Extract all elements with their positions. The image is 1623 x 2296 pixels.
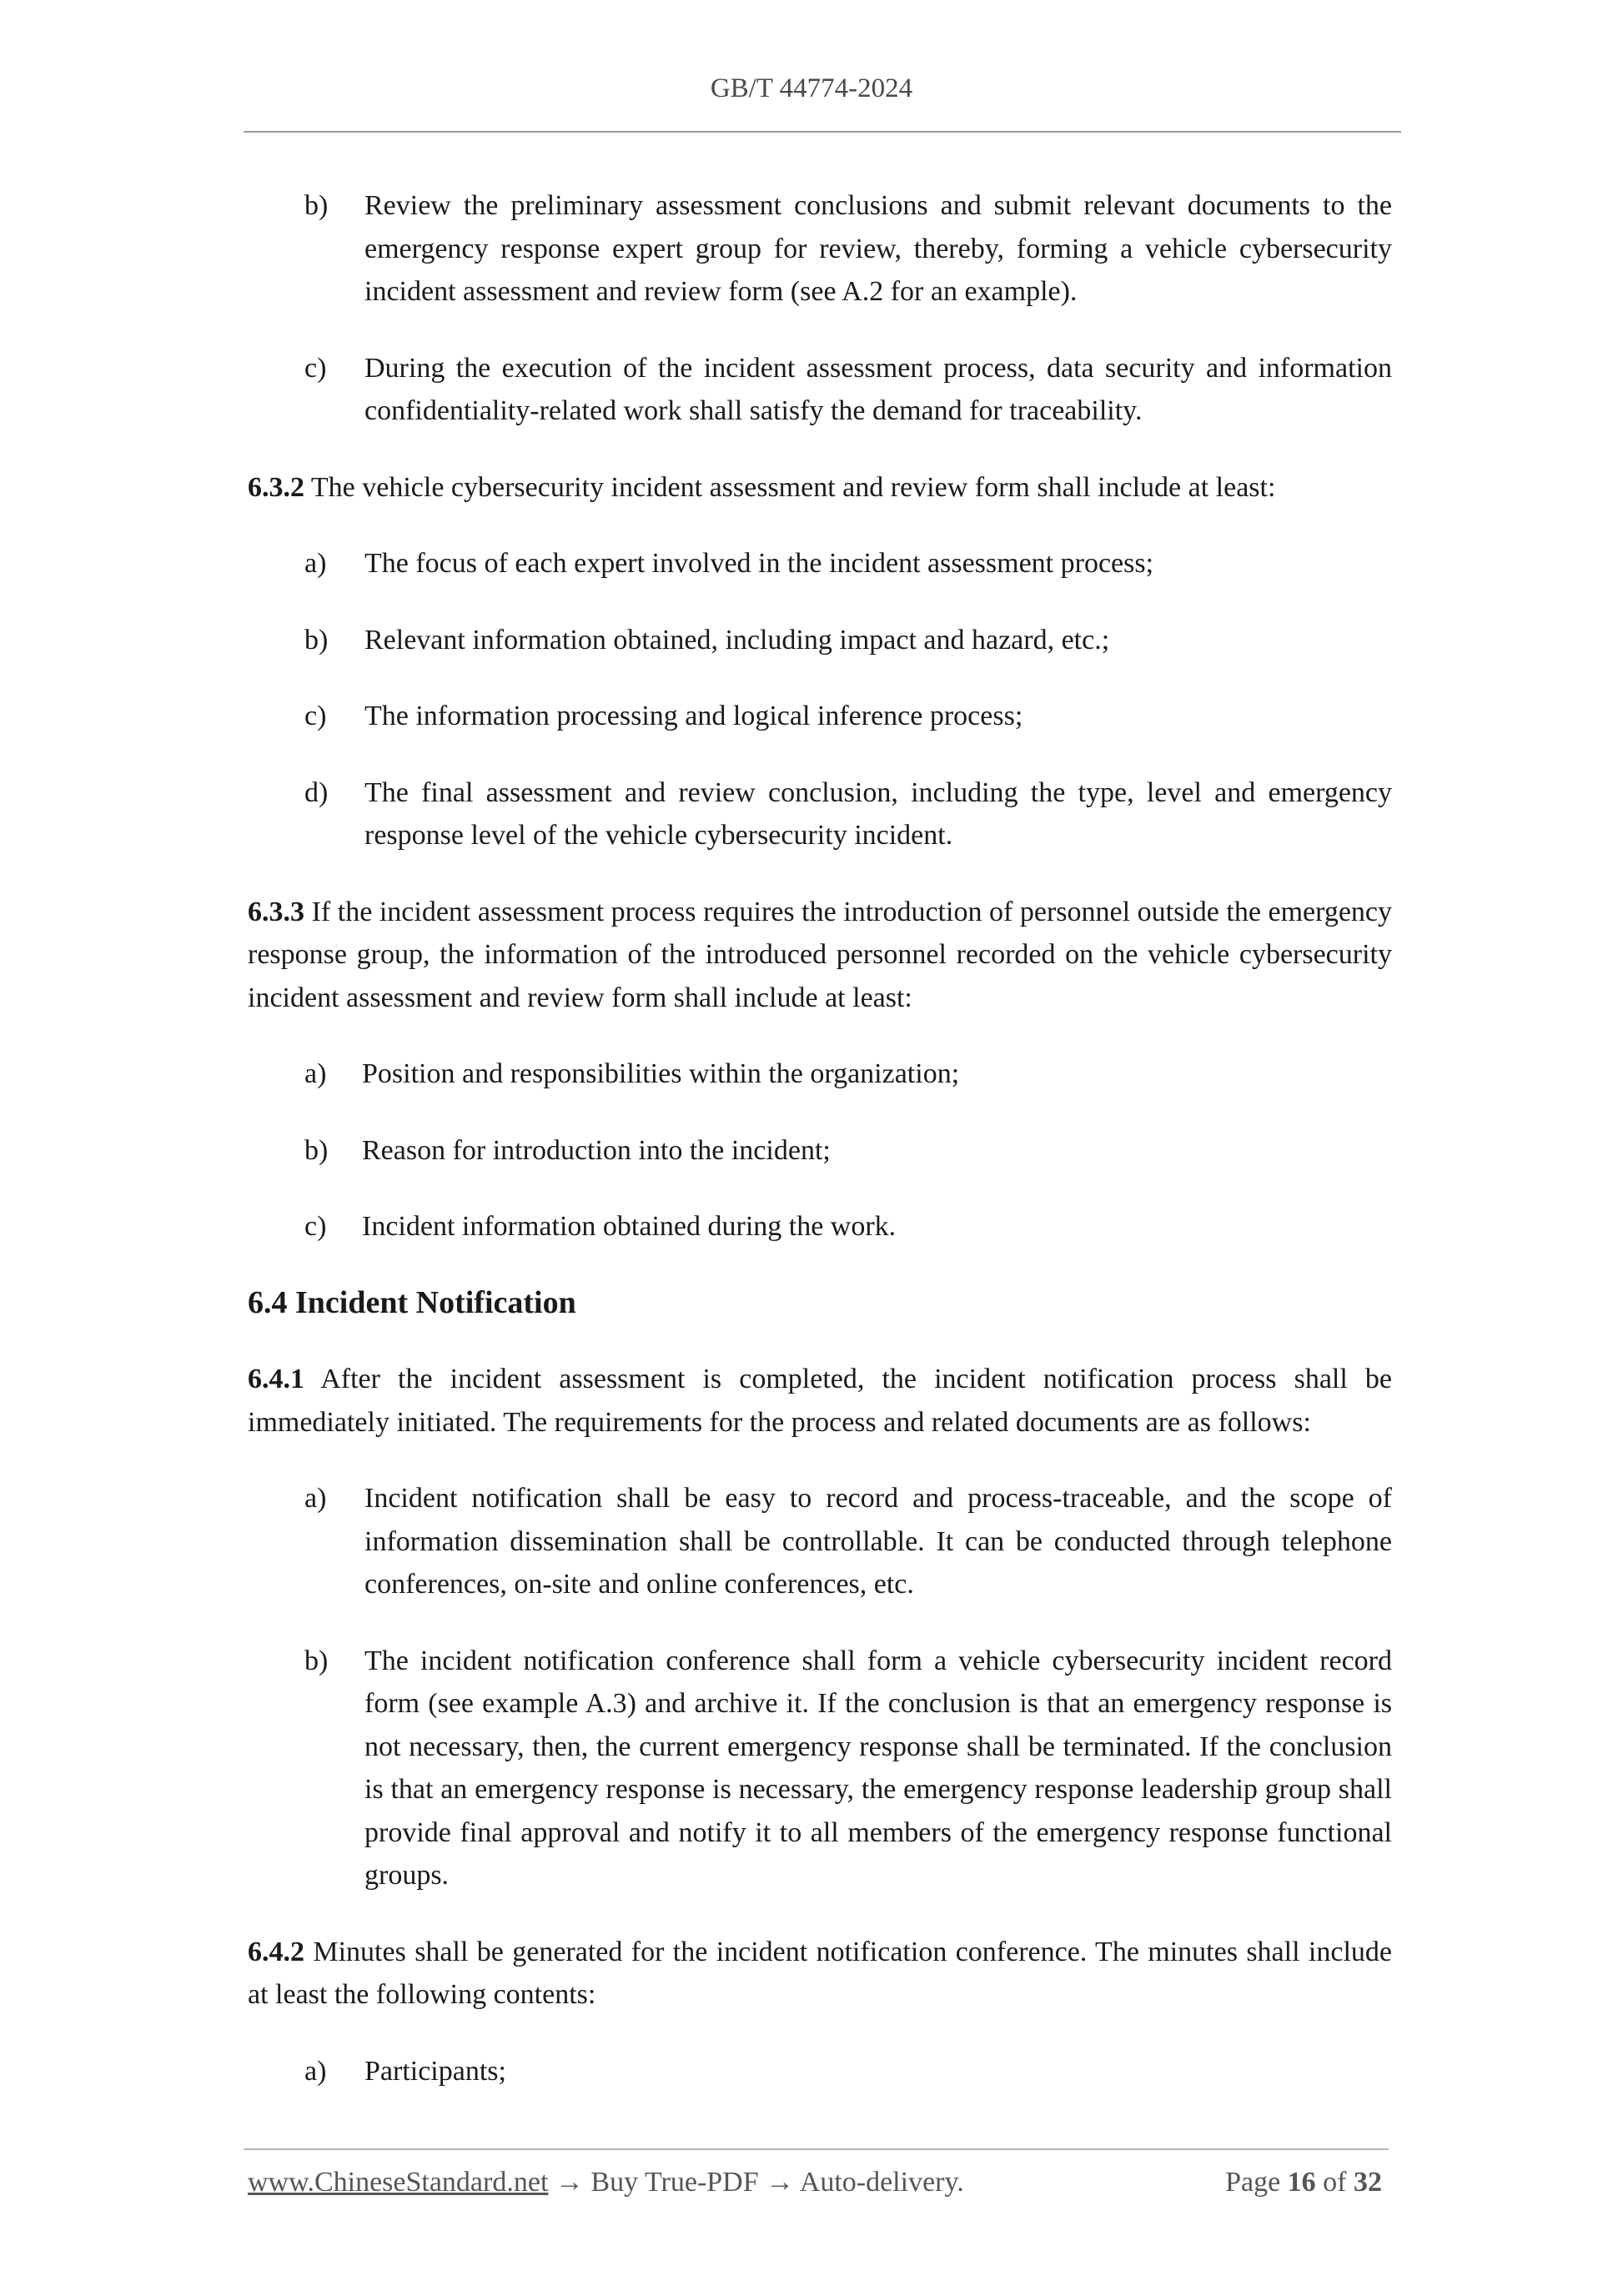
list-item (248, 1205, 1392, 1248)
list-item (248, 1477, 1392, 1606)
page-label: Page (1225, 2167, 1281, 2198)
page-current: 16 (1287, 2167, 1316, 2198)
list-item-text: Incident notification shall be easy to record and process-traceable, and the scope of information dissemination shall be controllable. It can be conducted through telephone conferences, on-site and online conferences, etc. (364, 1483, 1392, 1600)
list-6-3-1-continued (248, 184, 1392, 433)
list-marker: c) (304, 1211, 327, 1242)
document-header: GB/T 44774-2024 (710, 73, 913, 103)
list-item-text: Position and responsibilities within the organization; (362, 1058, 960, 1089)
document-body (248, 184, 1392, 2126)
list-6-3-3 (248, 1053, 1392, 1248)
list-item-text: Review the preliminary assessment conclusions and submit relevant documents to the emergency response expert group for review, thereby, forming a vehicle cybersecurity incident assessment and review form (see A.2 for an example). (364, 190, 1392, 307)
arrow-icon: → (555, 2167, 584, 2198)
clause-text: Minutes shall be generated for the incident notification conference. The minutes shall include at least the following contents: (248, 1936, 1392, 2010)
clause-text: After the incident assessment is completed, the incident notification process shall be immediately initiated. The requirements for the process and related documents are as follows: (248, 1364, 1392, 1438)
list-marker: b) (304, 624, 329, 656)
list-marker: d) (304, 776, 329, 808)
arrow-icon: → (766, 2167, 795, 2198)
list-marker: c) (304, 352, 327, 384)
page-footer (248, 2167, 1382, 2198)
list-item (248, 1640, 1392, 1897)
list-6-3-2 (248, 542, 1392, 857)
list-item-text: Reason for introduction into the incident; (362, 1134, 831, 1166)
footer-divider (244, 2148, 1389, 2150)
list-item (248, 347, 1392, 433)
list-marker: a) (304, 548, 327, 579)
list-item (248, 1053, 1392, 1096)
list-item-text: The incident notification conference shall form a vehicle cybersecurity incident record form (see example A.3) and archive it. If the conclusion is that an emergency response is not necessary, then, the current emergency response shall be terminated. If the conclusion is that an emergency response is necessary, the emergency response leadership group shall provide final approval and notify it to all members of the emergency response functional groups. (364, 1645, 1392, 1891)
header-divider (244, 131, 1401, 133)
list-6-4-1 (248, 1477, 1392, 1897)
list-item (248, 695, 1392, 738)
list-marker: b) (304, 1134, 329, 1166)
list-item-text: During the execution of the incident assessment process, data security and information confidentiality-related work shall satisfy the demand for traceability. (364, 352, 1392, 426)
section-heading-6-4: 6.4 Incident Notification (248, 1284, 576, 1320)
clause-6-3-3 (248, 891, 1392, 1020)
list-marker: a) (304, 1058, 327, 1089)
list-item-text: The information processing and logical inference process; (364, 701, 1023, 731)
page-of: of (1323, 2167, 1347, 2198)
list-marker: b) (304, 1645, 329, 1676)
list-item (248, 184, 1392, 314)
list-item-text: Participants; (364, 2055, 506, 2087)
buy-text: Buy True-PDF (590, 2167, 759, 2198)
list-item-text: The focus of each expert involved in the incident assessment process; (364, 548, 1154, 579)
list-item (248, 2050, 1392, 2093)
list-item-text: The final assessment and review conclusion, including the type, level and emergency response level of the vehicle cybersecurity incident. (364, 776, 1392, 851)
clause-number: 6.4.2 (248, 1936, 304, 1967)
clause-number: 6.3.2 (248, 471, 304, 503)
delivery-text: Auto-delivery. (799, 2167, 964, 2198)
list-marker: b) (304, 190, 329, 221)
list-item (248, 542, 1392, 585)
site-link[interactable]: www.ChineseStandard.net (248, 2167, 549, 2198)
clause-text: The vehicle cybersecurity incident assessment and review form shall include at least: (310, 471, 1276, 503)
list-marker: c) (304, 701, 327, 731)
clause-6-4-2 (248, 1931, 1392, 2017)
clause-number: 6.4.1 (248, 1364, 304, 1394)
clause-text: If the incident assessment process requires the introduction of personnel outside the emergency response group, the information of the introduced personnel recorded on the vehicle cybersecurity incident assessment and review form shall include at least: (248, 896, 1392, 1013)
clause-6-4-1 (248, 1358, 1392, 1444)
page-total: 32 (1354, 2167, 1382, 2198)
list-item (248, 771, 1392, 857)
list-6-4-2 (248, 2050, 1392, 2093)
clause-6-3-2 (248, 466, 1392, 510)
list-marker: a) (304, 1483, 327, 1514)
list-item (248, 619, 1392, 662)
list-item-text: Incident information obtained during the work. (362, 1211, 897, 1242)
page-indicator (1225, 2167, 1382, 2198)
list-item (248, 1129, 1392, 1173)
list-marker: a) (304, 2055, 327, 2087)
clause-number: 6.3.3 (248, 896, 304, 927)
list-item-text: Relevant information obtained, including impact and hazard, etc.; (364, 624, 1110, 656)
footer-promo (248, 2167, 964, 2198)
